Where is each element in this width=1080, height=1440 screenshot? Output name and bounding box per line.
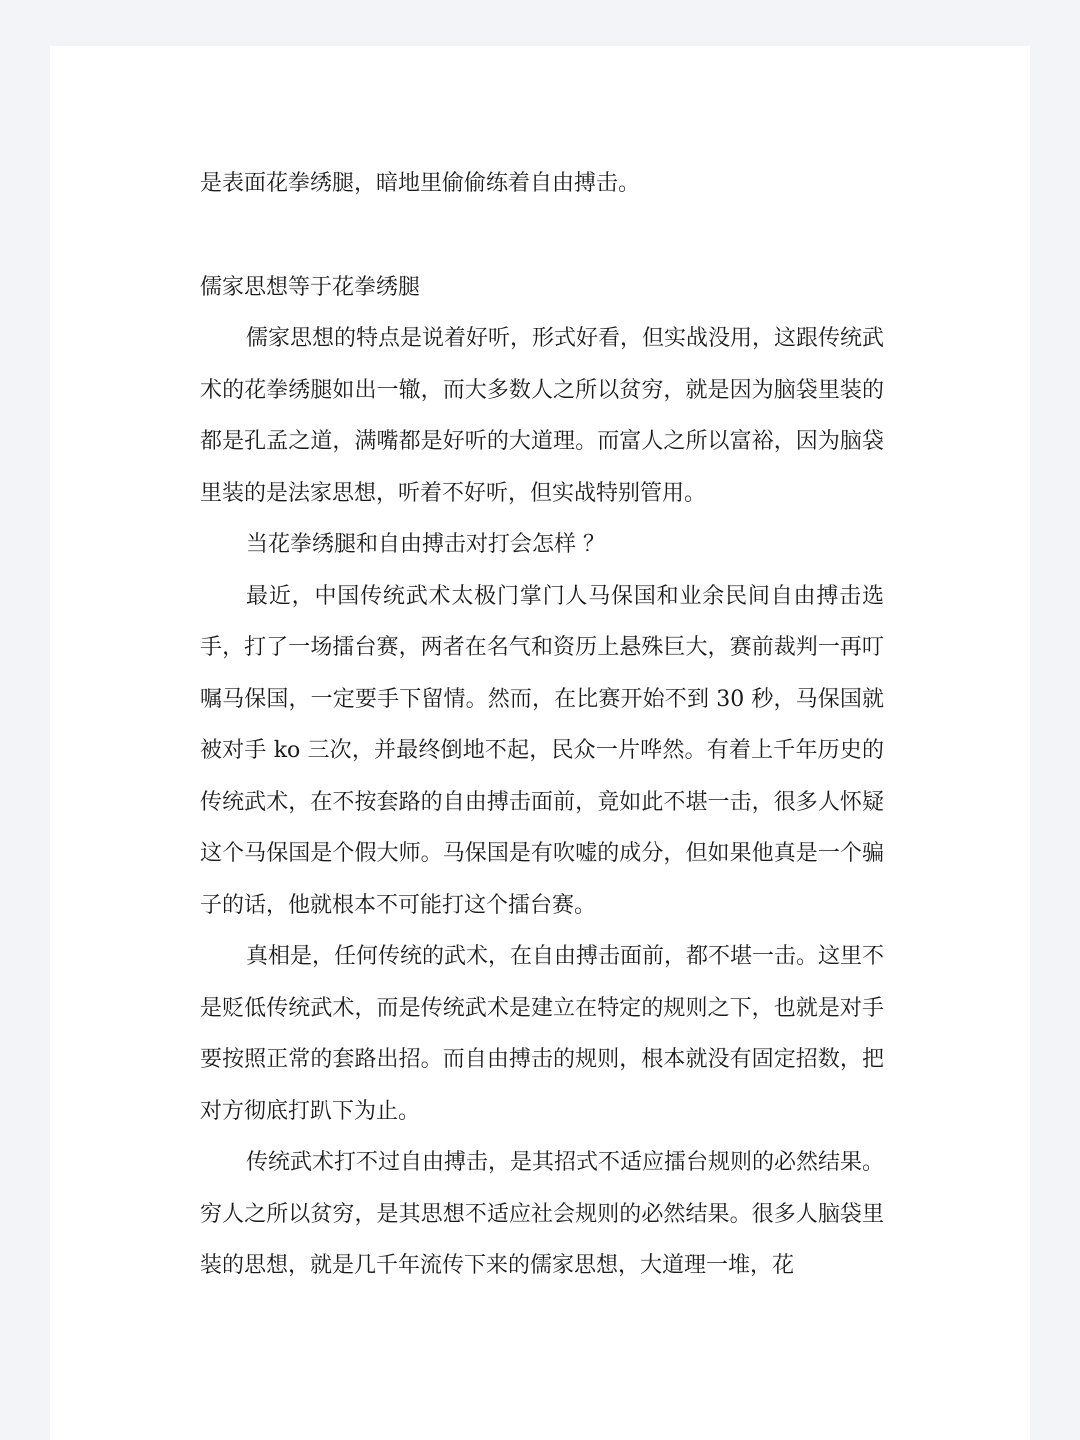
- paragraph: 当花拳绣腿和自由搏击对打会怎样 ？: [246, 532, 605, 557]
- document-page: [50, 46, 1030, 1440]
- spacer: [200, 210, 884, 262]
- paragraph: 真相是，任何传统的武术，在自由搏击面前，都不堪一击。这里不是贬低传统武术，而是传统武术是建立在特定的规则之下，也就是对手要按照正常的套路出招。而自由搏击的规则，根本就没有固定招数，把对方彻底打趴下为止。: [200, 944, 885, 1124]
- paragraph: 儒家思想的特点是说着好听，形式好看，但实战没用，这跟传统武术的花拳绣腿如出一辙，而大多数人之所以贫穷，就是因为脑袋里装的都是孔孟之道，满嘴都是好听的大道理。而富人之所以富裕，因为脑袋里装的是法家思想，听着不好听，但实战特别管用。: [200, 326, 885, 506]
- document-body: [200, 158, 884, 1292]
- section-heading: 儒家思想等于花拳绣腿: [200, 274, 421, 300]
- opening-line: 是表面花拳绣腿，暗地里偷偷练着自由搏击。: [200, 171, 641, 196]
- paragraph: 最近，中国传统武术太极门掌门人马保国和业余民间自由搏击选手，打了一场擂台赛，两者在名气和资历上悬殊巨大，赛前裁判一再叮嘱马保国，一定要手下留情。然而，在比赛开始不到 30 秒，马保国就被对手 ko 三次，并最终倒地不起，民众一片哗然。有着上千年历史的传统武术，在不按套路的自由搏击面前，竟如此不堪一击，很多人怀疑这个马保国是个假大师。马保国是有吹嘘的成分，但如果他真是一个骗子的话，他就根本不可能打这个擂台赛。: [200, 583, 884, 918]
- paragraph: 传统武术打不过自由搏击，是其招式不适应擂台规则的必然结果。穷人之所以贫穷，是其思想不适应社会规则的必然结果。很多人脑袋里装的思想，就是几千年流传下来的儒家思想，大道理一堆，花: [200, 1150, 885, 1278]
